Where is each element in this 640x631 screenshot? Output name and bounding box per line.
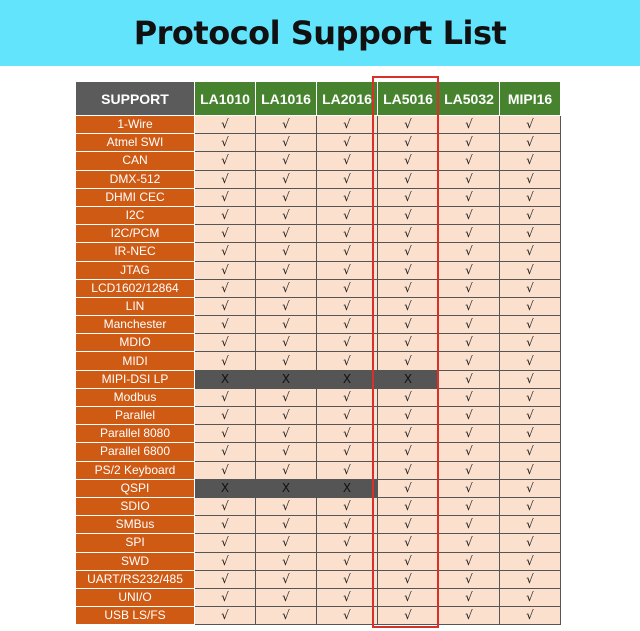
supported-mark: √ (317, 607, 378, 625)
supported-mark: √ (317, 134, 378, 152)
supported-mark: √ (195, 297, 256, 315)
supported-mark: √ (500, 370, 561, 388)
protocol-label: DHMI CEC (76, 188, 195, 206)
supported-mark: √ (317, 461, 378, 479)
supported-mark: √ (439, 152, 500, 170)
header-row (76, 82, 561, 116)
supported-mark: √ (439, 516, 500, 534)
protocol-label: QSPI (76, 479, 195, 497)
supported-mark: √ (256, 497, 317, 515)
protocol-label: UART/RS232/485 (76, 570, 195, 588)
supported-mark: √ (439, 534, 500, 552)
supported-mark: √ (378, 279, 439, 297)
table-row (76, 388, 561, 406)
supported-mark: √ (317, 188, 378, 206)
table-body (76, 116, 561, 625)
supported-mark: √ (500, 134, 561, 152)
supported-mark: √ (378, 388, 439, 406)
supported-mark: √ (317, 279, 378, 297)
supported-mark: √ (195, 116, 256, 134)
support-header: SUPPORT (76, 82, 195, 116)
table-row (76, 243, 561, 261)
supported-mark: √ (317, 425, 378, 443)
supported-mark: √ (378, 516, 439, 534)
supported-mark: √ (439, 479, 500, 497)
protocol-label: MIDI (76, 352, 195, 370)
supported-mark: √ (500, 225, 561, 243)
supported-mark: √ (439, 206, 500, 224)
supported-mark: √ (378, 497, 439, 515)
supported-mark: √ (256, 188, 317, 206)
supported-mark: √ (439, 297, 500, 315)
supported-mark: √ (378, 243, 439, 261)
supported-mark: √ (317, 316, 378, 334)
supported-mark: √ (439, 607, 500, 625)
supported-mark: √ (439, 334, 500, 352)
supported-mark: √ (256, 334, 317, 352)
supported-mark: √ (439, 443, 500, 461)
protocol-label: Atmel SWI (76, 134, 195, 152)
supported-mark: √ (195, 206, 256, 224)
supported-mark: √ (195, 407, 256, 425)
supported-mark: √ (195, 425, 256, 443)
supported-mark: √ (317, 243, 378, 261)
protocol-table-container (75, 81, 561, 625)
supported-mark: √ (378, 461, 439, 479)
supported-mark: √ (317, 352, 378, 370)
supported-mark: √ (378, 425, 439, 443)
supported-mark: √ (378, 407, 439, 425)
table-row (76, 152, 561, 170)
protocol-label: I2C (76, 206, 195, 224)
supported-mark: √ (256, 152, 317, 170)
protocol-label: Modbus (76, 388, 195, 406)
unsupported-mark: X (317, 370, 378, 388)
table-row (76, 534, 561, 552)
supported-mark: √ (317, 297, 378, 315)
supported-mark: √ (500, 206, 561, 224)
supported-mark: √ (500, 297, 561, 315)
supported-mark: √ (500, 243, 561, 261)
supported-mark: √ (500, 534, 561, 552)
model-header-la1010: LA1010 (195, 82, 256, 116)
unsupported-mark: X (195, 479, 256, 497)
supported-mark: √ (378, 225, 439, 243)
supported-mark: √ (256, 425, 317, 443)
supported-mark: √ (256, 407, 317, 425)
protocol-label: CAN (76, 152, 195, 170)
table-row (76, 479, 561, 497)
supported-mark: √ (317, 588, 378, 606)
supported-mark: √ (317, 407, 378, 425)
supported-mark: √ (317, 116, 378, 134)
supported-mark: √ (195, 388, 256, 406)
supported-mark: √ (195, 225, 256, 243)
model-header-mipi16: MIPI16 (500, 82, 561, 116)
supported-mark: √ (256, 534, 317, 552)
model-header-la1016: LA1016 (256, 82, 317, 116)
supported-mark: √ (256, 552, 317, 570)
supported-mark: √ (195, 534, 256, 552)
table-row (76, 225, 561, 243)
protocol-label: SWD (76, 552, 195, 570)
supported-mark: √ (439, 461, 500, 479)
protocol-label: Parallel (76, 407, 195, 425)
table-row (76, 334, 561, 352)
supported-mark: √ (195, 134, 256, 152)
supported-mark: √ (378, 134, 439, 152)
table-row (76, 352, 561, 370)
supported-mark: √ (500, 352, 561, 370)
supported-mark: √ (195, 152, 256, 170)
supported-mark: √ (500, 334, 561, 352)
supported-mark: √ (195, 497, 256, 515)
supported-mark: √ (500, 570, 561, 588)
table-row (76, 279, 561, 297)
protocol-label: LCD1602/12864 (76, 279, 195, 297)
supported-mark: √ (195, 461, 256, 479)
supported-mark: √ (256, 607, 317, 625)
supported-mark: √ (195, 516, 256, 534)
supported-mark: √ (378, 588, 439, 606)
table-row (76, 552, 561, 570)
supported-mark: √ (500, 407, 561, 425)
protocol-label: SDIO (76, 497, 195, 515)
supported-mark: √ (256, 461, 317, 479)
supported-mark: √ (500, 479, 561, 497)
unsupported-mark: X (256, 479, 317, 497)
supported-mark: √ (378, 297, 439, 315)
supported-mark: √ (500, 279, 561, 297)
supported-mark: √ (256, 352, 317, 370)
supported-mark: √ (195, 279, 256, 297)
table-row (76, 370, 561, 388)
unsupported-mark: X (195, 370, 256, 388)
supported-mark: √ (378, 206, 439, 224)
supported-mark: √ (439, 570, 500, 588)
supported-mark: √ (439, 497, 500, 515)
protocol-label: Manchester (76, 316, 195, 334)
supported-mark: √ (439, 279, 500, 297)
supported-mark: √ (256, 516, 317, 534)
supported-mark: √ (378, 170, 439, 188)
protocol-support-table (75, 81, 561, 625)
unsupported-mark: X (256, 370, 317, 388)
supported-mark: √ (439, 352, 500, 370)
supported-mark: √ (317, 497, 378, 515)
supported-mark: √ (317, 170, 378, 188)
supported-mark: √ (378, 443, 439, 461)
supported-mark: √ (439, 134, 500, 152)
supported-mark: √ (317, 388, 378, 406)
protocol-label: JTAG (76, 261, 195, 279)
table-row (76, 497, 561, 515)
protocol-label: LIN (76, 297, 195, 315)
supported-mark: √ (195, 334, 256, 352)
supported-mark: √ (500, 316, 561, 334)
supported-mark: √ (439, 407, 500, 425)
supported-mark: √ (378, 570, 439, 588)
protocol-label: Parallel 8080 (76, 425, 195, 443)
protocol-label: Parallel 6800 (76, 443, 195, 461)
supported-mark: √ (195, 607, 256, 625)
supported-mark: √ (256, 316, 317, 334)
table-row (76, 588, 561, 606)
supported-mark: √ (500, 607, 561, 625)
table-row (76, 116, 561, 134)
supported-mark: √ (378, 352, 439, 370)
supported-mark: √ (439, 261, 500, 279)
supported-mark: √ (256, 297, 317, 315)
table-row (76, 170, 561, 188)
table-row (76, 261, 561, 279)
table-row (76, 607, 561, 625)
table-row (76, 188, 561, 206)
supported-mark: √ (378, 116, 439, 134)
protocol-label: 1-Wire (76, 116, 195, 134)
supported-mark: √ (317, 552, 378, 570)
unsupported-mark: X (378, 370, 439, 388)
supported-mark: √ (378, 188, 439, 206)
table-row (76, 461, 561, 479)
supported-mark: √ (256, 243, 317, 261)
page-title: Protocol Support List (133, 14, 507, 52)
supported-mark: √ (500, 497, 561, 515)
unsupported-mark: X (317, 479, 378, 497)
supported-mark: √ (500, 170, 561, 188)
supported-mark: √ (256, 206, 317, 224)
supported-mark: √ (378, 152, 439, 170)
supported-mark: √ (256, 388, 317, 406)
protocol-label: IR-NEC (76, 243, 195, 261)
protocol-label: UNI/O (76, 588, 195, 606)
supported-mark: √ (195, 170, 256, 188)
supported-mark: √ (256, 170, 317, 188)
supported-mark: √ (500, 443, 561, 461)
supported-mark: √ (256, 279, 317, 297)
table-row (76, 134, 561, 152)
table-row (76, 297, 561, 315)
supported-mark: √ (195, 552, 256, 570)
supported-mark: √ (317, 152, 378, 170)
supported-mark: √ (378, 261, 439, 279)
supported-mark: √ (256, 570, 317, 588)
supported-mark: √ (439, 170, 500, 188)
supported-mark: √ (378, 334, 439, 352)
supported-mark: √ (378, 316, 439, 334)
supported-mark: √ (378, 552, 439, 570)
supported-mark: √ (439, 316, 500, 334)
supported-mark: √ (500, 425, 561, 443)
supported-mark: √ (500, 552, 561, 570)
supported-mark: √ (500, 116, 561, 134)
supported-mark: √ (439, 588, 500, 606)
supported-mark: √ (195, 588, 256, 606)
title-banner (0, 0, 640, 66)
protocol-label: MIPI-DSI LP (76, 370, 195, 388)
supported-mark: √ (195, 188, 256, 206)
supported-mark: √ (500, 188, 561, 206)
table-row (76, 570, 561, 588)
supported-mark: √ (439, 370, 500, 388)
protocol-label: SPI (76, 534, 195, 552)
protocol-label: I2C/PCM (76, 225, 195, 243)
supported-mark: √ (500, 388, 561, 406)
supported-mark: √ (256, 588, 317, 606)
protocol-label: USB LS/FS (76, 607, 195, 625)
supported-mark: √ (500, 461, 561, 479)
supported-mark: √ (500, 261, 561, 279)
supported-mark: √ (500, 152, 561, 170)
supported-mark: √ (317, 516, 378, 534)
table-row (76, 316, 561, 334)
supported-mark: √ (439, 116, 500, 134)
table-row (76, 407, 561, 425)
supported-mark: √ (256, 225, 317, 243)
supported-mark: √ (256, 261, 317, 279)
supported-mark: √ (256, 443, 317, 461)
protocol-label: DMX-512 (76, 170, 195, 188)
supported-mark: √ (378, 534, 439, 552)
supported-mark: √ (195, 443, 256, 461)
supported-mark: √ (317, 334, 378, 352)
supported-mark: √ (500, 516, 561, 534)
supported-mark: √ (256, 134, 317, 152)
protocol-label: MDIO (76, 334, 195, 352)
table-row (76, 516, 561, 534)
table-row (76, 425, 561, 443)
model-header-la5016: LA5016 (378, 82, 439, 116)
supported-mark: √ (317, 225, 378, 243)
supported-mark: √ (317, 534, 378, 552)
supported-mark: √ (439, 243, 500, 261)
supported-mark: √ (439, 552, 500, 570)
supported-mark: √ (195, 261, 256, 279)
table-row (76, 443, 561, 461)
supported-mark: √ (500, 588, 561, 606)
supported-mark: √ (439, 225, 500, 243)
supported-mark: √ (317, 443, 378, 461)
supported-mark: √ (317, 206, 378, 224)
supported-mark: √ (439, 425, 500, 443)
supported-mark: √ (439, 388, 500, 406)
supported-mark: √ (378, 479, 439, 497)
protocol-label: SMBus (76, 516, 195, 534)
supported-mark: √ (195, 352, 256, 370)
supported-mark: √ (195, 316, 256, 334)
table-row (76, 206, 561, 224)
protocol-label: PS/2 Keyboard (76, 461, 195, 479)
supported-mark: √ (378, 607, 439, 625)
supported-mark: √ (195, 570, 256, 588)
supported-mark: √ (195, 243, 256, 261)
supported-mark: √ (317, 570, 378, 588)
supported-mark: √ (317, 261, 378, 279)
supported-mark: √ (256, 116, 317, 134)
supported-mark: √ (439, 188, 500, 206)
model-header-la2016: LA2016 (317, 82, 378, 116)
model-header-la5032: LA5032 (439, 82, 500, 116)
